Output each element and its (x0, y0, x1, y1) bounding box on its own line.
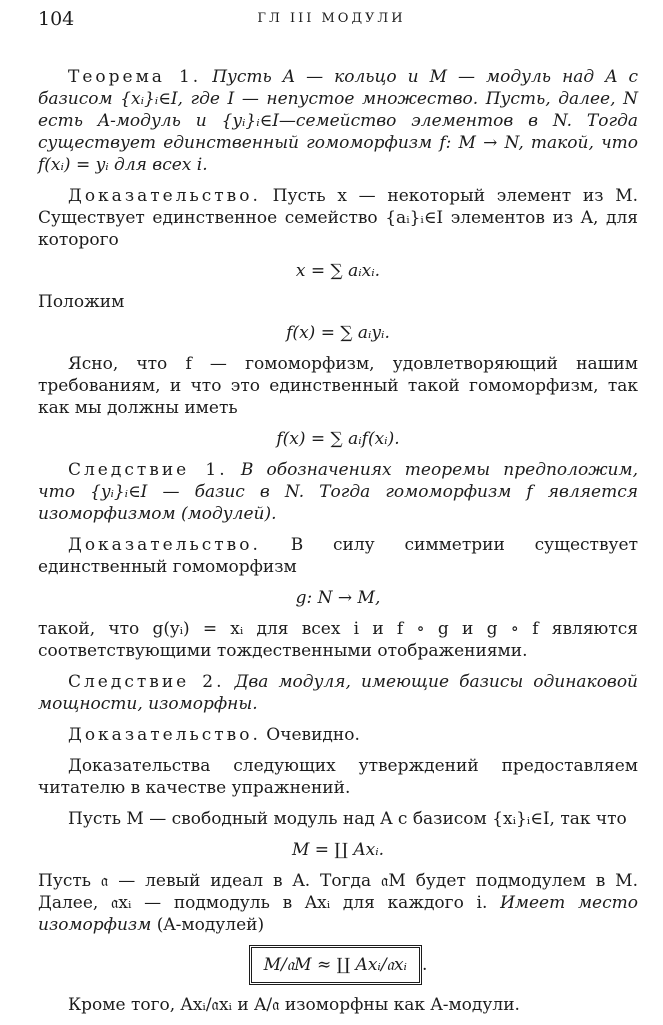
running-head: ГЛ III МОДУЛИ (257, 11, 406, 26)
formula-coproduct: M = ∐ Axᵢ. (291, 840, 385, 860)
proof-text: В силу симметрии существует единственный гомоморфизм (38, 535, 638, 577)
corollary-label: Следствие 1. (68, 460, 228, 480)
page-header (0, 8, 663, 30)
boxed-formula-row (38, 945, 638, 985)
page-body (38, 66, 638, 1025)
paragraph-exercises: Доказательства следующих утверждений предоставляем читателю в качестве упражнений. (38, 756, 638, 798)
proof-text: Пусть x — некоторый элемент из M. Существует единственное семейство {aᵢ}ᵢ∈I элементов из A, для которого (38, 186, 639, 250)
paragraph-free-module: Пусть M — свободный модуль над A с базисом {xᵢ}ᵢ∈I, так что (68, 809, 627, 829)
theorem-label: Теорема 1. (68, 67, 202, 87)
ideal-text-2: Имеет место изоморфизм (38, 893, 638, 935)
formula-f-sum: f(x) = ∑ aᵢyᵢ. (286, 323, 390, 343)
boxed-formula: M/𝔞M ≈ ∐ Axᵢ/𝔞xᵢ (249, 945, 422, 985)
proof-2-text-2: такой, что g(yᵢ) = xᵢ для всех i и f ∘ g и g ∘ f являются соответствующими тождественными отображениями. (38, 619, 638, 661)
put-label: Положим (38, 292, 125, 312)
ideal-text-3: (A-модулей) (156, 915, 265, 935)
corollary-1 (38, 459, 638, 525)
proof-text: Очевидно. (266, 725, 360, 745)
corollary-text: В обозначениях теоремы предположим, что {yᵢ}ᵢ∈I — базис в N. Тогда гомоморфизм f является изоморфизмом (модулей). (38, 460, 638, 524)
corollary-label: Следствие 2. (68, 672, 225, 692)
formula-x-sum: x = ∑ aᵢxᵢ. (295, 261, 381, 281)
last-paragraph: Кроме того, Axᵢ/𝔞xᵢ и A/𝔞 изоморфны как A-модули. (68, 995, 520, 1015)
corollary-text: Два модуля, имеющие базисы одинаковой мощности, изоморфны. (38, 672, 639, 714)
proof-2 (38, 534, 638, 578)
page-number: 104 (38, 8, 75, 30)
proof-label: Доказательство. (68, 186, 261, 206)
formula-g: g: N → M, (295, 588, 381, 608)
paragraph-ideal (38, 870, 638, 936)
formula-f-of-x: f(x) = ∑ aᵢf(xᵢ). (276, 429, 400, 449)
proof-3 (38, 724, 638, 746)
boxed-period: . (421, 955, 428, 975)
ideal-text-1: Пусть 𝔞 — левый идеал в A. Тогда 𝔞M будет подмодулем в M. Далее, 𝔞xᵢ — подмодуль в Axᵢ для каждого i. (38, 871, 638, 913)
proof-label: Доказательство. (68, 535, 261, 555)
theorem-1 (38, 66, 638, 176)
proof-1-text-2: Ясно, что f — гомоморфизм, удовлетворяющий нашим требованиям, и что это единственный такой гомоморфизм, так как мы должны иметь (38, 354, 638, 418)
proof-1 (38, 185, 638, 251)
theorem-text: Пусть A — кольцо и M — модуль над A с базисом {xᵢ}ᵢ∈I, где I — непустое множество. Пусть, далее, N есть A-модуль и {yᵢ}ᵢ∈I—семейство элементов в N. Тогда существует единственный гомоморфизм f: M → N, такой, что f(xᵢ) = yᵢ для всех i. (38, 67, 638, 175)
corollary-2 (38, 671, 638, 715)
proof-label: Доказательство. (68, 725, 261, 745)
